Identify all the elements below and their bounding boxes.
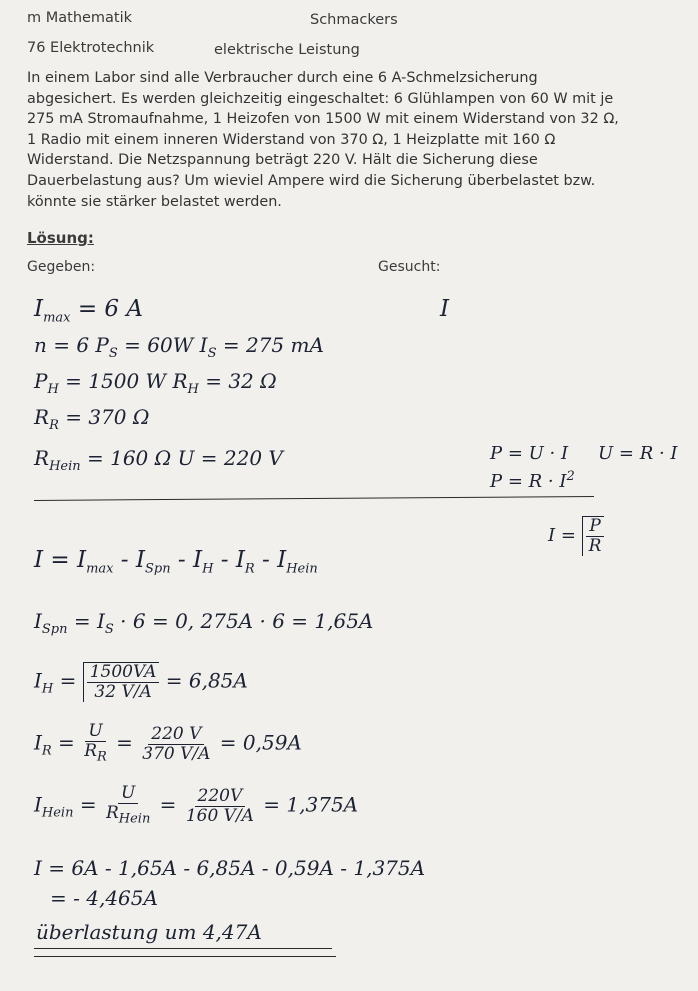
task-line: In einem Labor sind alle Verbraucher durch eine 6 A-Schmelzsicherung xyxy=(27,70,538,86)
given-radio: $R_R = 370$ Ω xyxy=(34,405,150,433)
solution-main-equation: $I = I_{max} - I_{Spn} - I_H - I_R - I_{Hein}$ xyxy=(34,547,318,577)
publisher-label: Schmackers xyxy=(310,12,398,28)
conclusion-underline-second xyxy=(34,956,336,957)
solution-hotplate-current: $I_{Hein}$ = $\frac{U}{R_{Hein}}$ = $\frac{220V}{160 V/A}$ = 1,375A xyxy=(34,783,359,827)
task-line: abgesichert. Es werden gleichzeitig eingeschaltet: 6 Glühlampen von 60 W mit je xyxy=(27,90,614,107)
formula-power: P = U · I xyxy=(490,443,569,464)
solution-radio-current: $I_R$ = $\frac{U}{R_R}$ = $\frac{220 V}{370 V/A}$ = 0,59A xyxy=(34,721,302,765)
sought-symbol: I xyxy=(440,296,450,322)
given-imax: $I_{max} = 6$ A xyxy=(34,296,143,326)
task-line: könnte sie stärker belastet werden. xyxy=(27,193,282,210)
topic-label: elektrische Leistung xyxy=(214,42,360,58)
divider-line xyxy=(34,496,594,501)
solution-heading: Lösung: xyxy=(27,229,94,247)
solution-heater-current: $I_H$ = $\frac{1500VA}{32 V/A}$ = 6,85A xyxy=(34,662,248,702)
formula-power-resistance: $P = R \cdot I^2$ xyxy=(490,469,575,492)
task-line: Dauerbelastung aus? Um wieviel Ampere wird die Sicherung überbelastet bzw. xyxy=(27,172,596,189)
conclusion-underline xyxy=(34,948,332,949)
given-lamps: n = 6 $P_S = 60W$ $I_S = 275$ mA xyxy=(34,333,324,361)
subject-label: m Mathematik xyxy=(27,10,133,26)
solution-result: = - 4,465A xyxy=(50,886,158,910)
task-line: 1 Radio mit einem inneren Widerstand von 370 Ω, 1 Heizplatte mit 160 Ω xyxy=(27,131,556,148)
given-hotplate: $R_{Hein} = 160$ Ω U = 220 V xyxy=(34,446,283,474)
solution-conclusion: überlastung um 4,47A xyxy=(36,920,262,944)
task-line: 275 mA Stromaufnahme, 1 Heizofen von 1500 W mit einem Widerstand von 32 Ω, xyxy=(27,111,619,128)
task-line: Widerstand. Die Netzspannung beträgt 220 V. Hält die Sicherung diese xyxy=(27,152,538,169)
formula-current: I = $\frac{P}{R}$ xyxy=(548,516,604,556)
solution-total: I = 6A - 1,65A - 6,85A - 0,59A - 1,375A xyxy=(34,856,426,880)
given-heater: $P_H = 1500$ W $R_H = 32$ Ω xyxy=(34,369,277,397)
solution-lamp-current: $I_{Spn} = I_S \cdot 6 = 0$, 275A · 6 = 1,65A xyxy=(34,609,374,637)
formula-ohm: U = R · I xyxy=(598,443,678,464)
sought-heading: Gesucht: xyxy=(378,259,441,275)
task-text xyxy=(27,68,677,212)
chapter-label: 76 Elektrotechnik xyxy=(27,40,155,56)
given-heading: Gegeben: xyxy=(27,259,96,275)
